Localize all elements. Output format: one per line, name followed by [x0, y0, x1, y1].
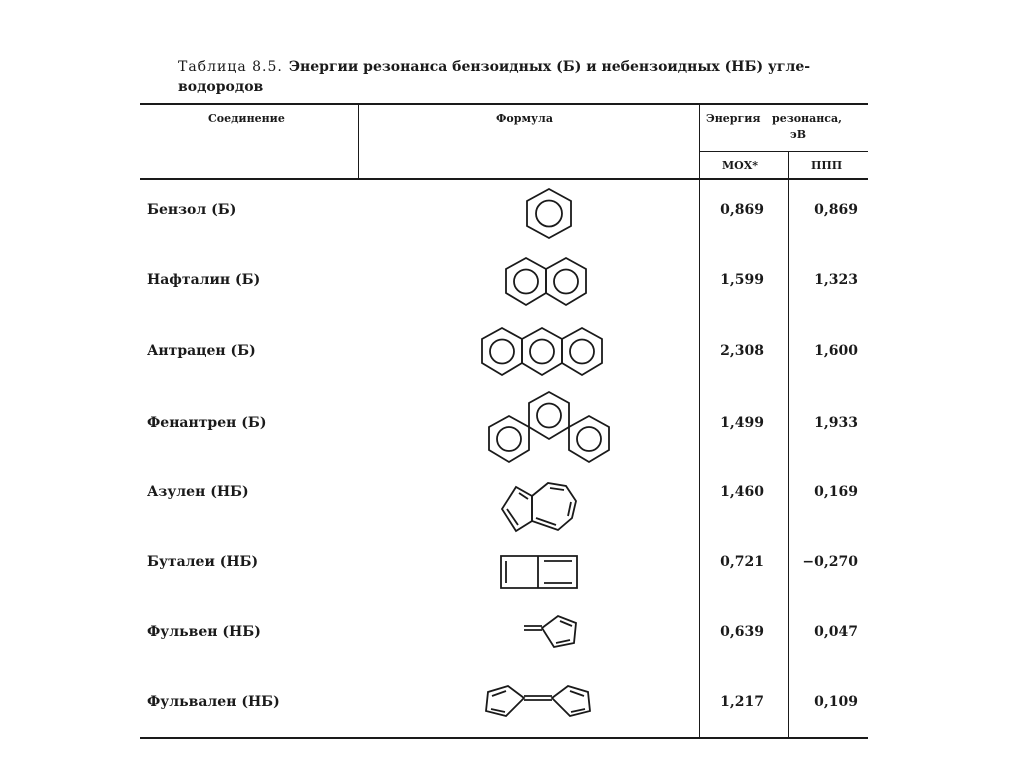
phenanthrene-icon: [474, 388, 624, 468]
ppp-value: 0,047: [814, 624, 858, 640]
moh-value: 1,499: [720, 415, 764, 431]
table-caption: [178, 57, 858, 97]
moh-value: 0,721: [720, 554, 764, 570]
moh-value: 1,460: [720, 484, 764, 500]
header-formula: Формула: [496, 112, 553, 125]
moh-value: 1,599: [720, 272, 764, 288]
table-bottom-rule: [140, 737, 868, 739]
ppp-value: 0,109: [814, 694, 858, 710]
ppp-value: 1,323: [814, 272, 858, 288]
compound-name: Антрацен (Б): [147, 343, 256, 359]
ppp-value: 1,933: [814, 415, 858, 431]
header-compound: Соединение: [208, 112, 285, 125]
table-top-rule: [140, 103, 868, 105]
compound-name: Азулен (НБ): [147, 484, 249, 500]
ppp-value: 1,600: [814, 343, 858, 359]
anthracene-icon: [474, 324, 624, 380]
header-bottom-rule: [140, 178, 868, 180]
moh-value: 1,217: [720, 694, 764, 710]
compound-name: Нафталин (Б): [147, 272, 261, 288]
benzene-icon: [519, 186, 579, 242]
compound-name: Фенантрен (Б): [147, 415, 267, 431]
ppp-value: 0,169: [814, 484, 858, 500]
moh-value: 0,639: [720, 624, 764, 640]
ppp-value: 0,869: [814, 202, 858, 218]
fulvene-icon: [520, 604, 582, 654]
compound-name: Буталеи (НБ): [147, 554, 259, 570]
header-moh: МОХ*: [722, 159, 759, 172]
azulene-icon: [494, 474, 584, 542]
compound-name: Фульвен (НБ): [147, 624, 261, 640]
column-divider-compound: [358, 104, 359, 179]
naphthalene-icon: [498, 254, 598, 310]
compound-name: Фульвален (НБ): [147, 694, 280, 710]
caption-number: Таблица 8.5.: [178, 59, 283, 75]
header-energy-line1: Энергия резонанса,: [706, 112, 842, 125]
moh-value: 0,869: [720, 202, 764, 218]
fulvalene-icon: [478, 674, 598, 724]
column-divider-energy: [788, 152, 789, 738]
caption-text: Энергии резонанса бензоидных (Б) и небензоидных (НБ) угле-водородов: [178, 59, 811, 95]
header-energy-line2: эВ: [790, 128, 806, 141]
ppp-value: −0,270: [802, 554, 858, 570]
moh-value: 2,308: [720, 343, 764, 359]
compound-name: Бензол (Б): [147, 202, 237, 218]
butalene-icon: [498, 551, 580, 593]
energy-subheader-rule: [699, 151, 868, 152]
header-ppp: ППП: [811, 159, 843, 172]
